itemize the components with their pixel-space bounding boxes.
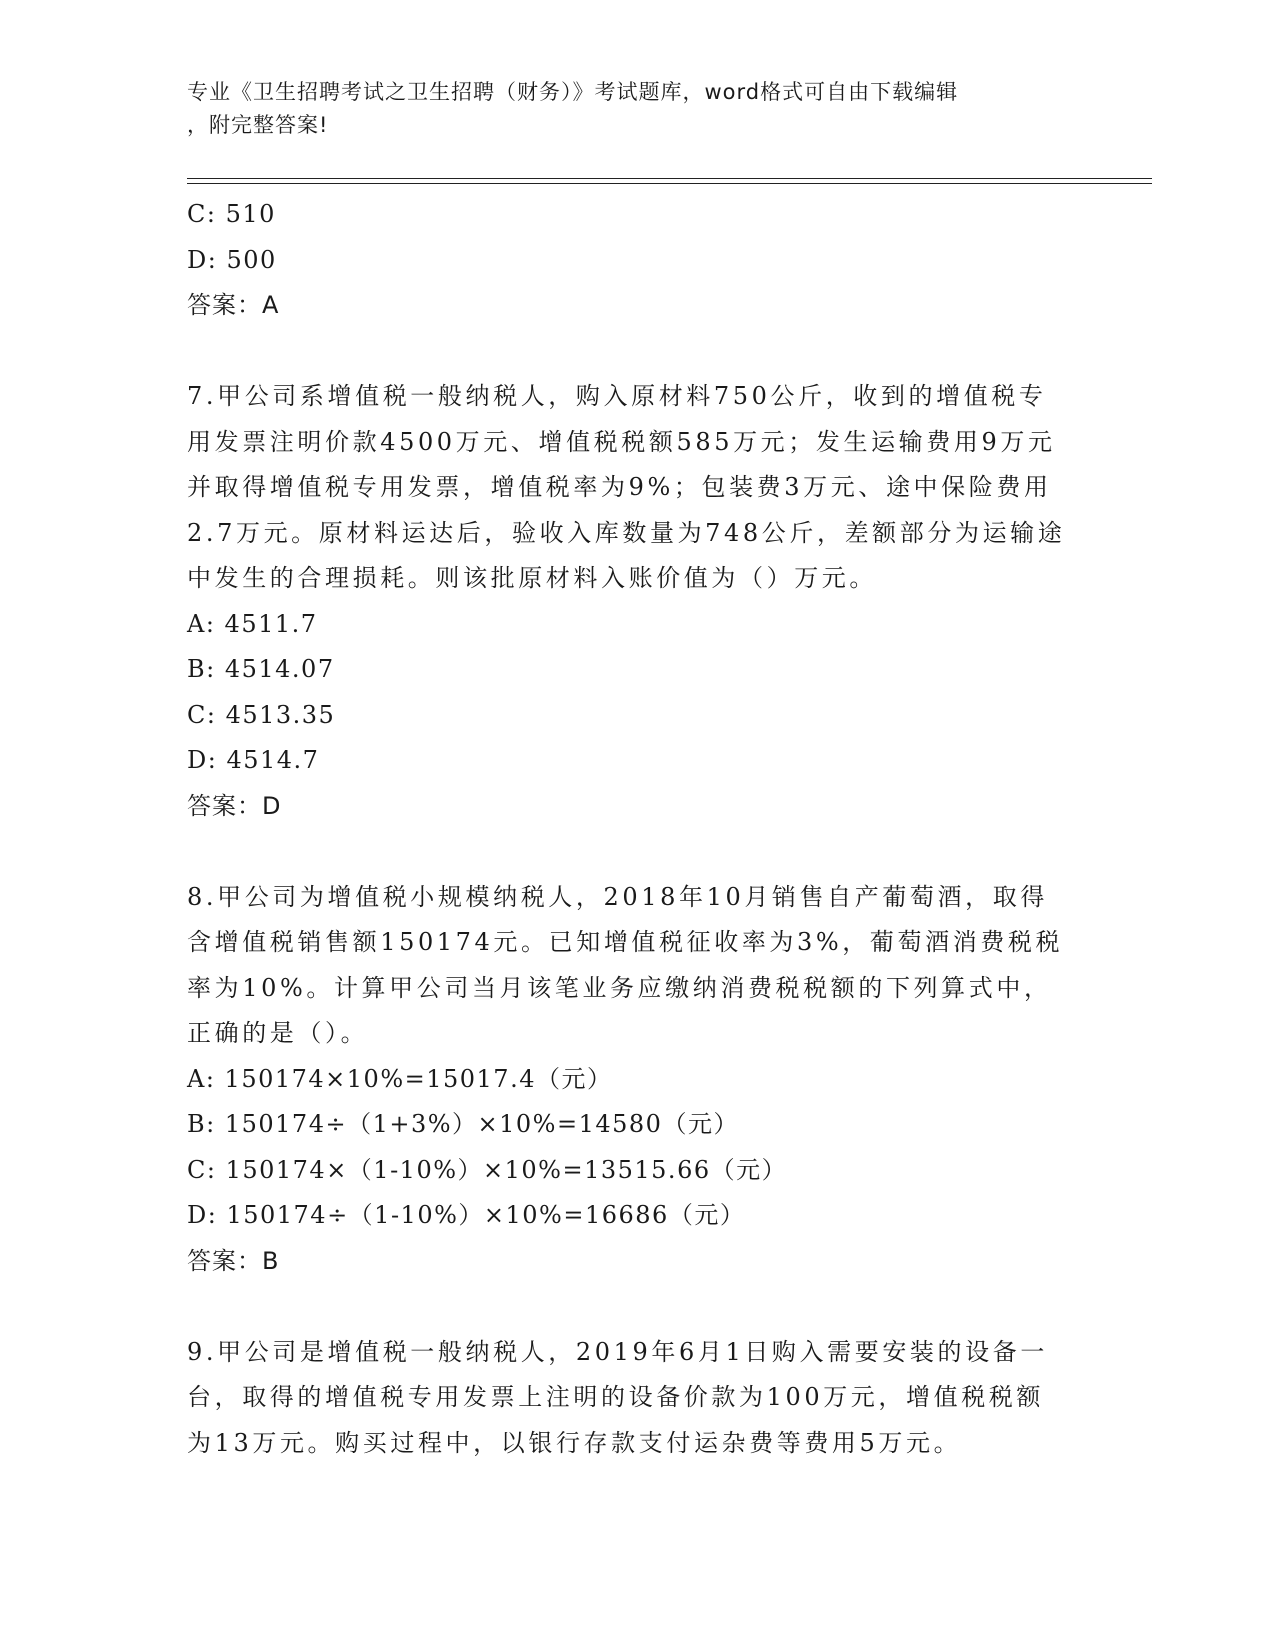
option-d: D: 150174÷（1-10%）×10%=16686（元）	[187, 1201, 746, 1229]
spacer	[187, 329, 1087, 375]
question-text: 7.甲公司系增值税一般纳税人，购入原材料750公斤，收到的增值税专用发票注明价款4500万元、增值税税额585万元；发生运输费用9万元并取得增值税专用发票，增值税率为9%；包装费3万元、途中保险费用2.7万元。原材料运达后，验收入库数量为748公斤，差额部分为运输途中发生的合理损耗。则该批原材料入账价值为（）万元。	[187, 382, 1066, 592]
option-d: D: 500	[187, 245, 277, 274]
answer-label: 答案：D	[187, 791, 282, 820]
spacer	[187, 829, 1087, 875]
option-d: D: 4514.7	[187, 746, 320, 774]
header-line-1: 专业《卫生招聘考试之卫生招聘（财务）》考试题库，word格式可自由下载编辑	[187, 80, 959, 104]
question-8	[187, 875, 1087, 1285]
option-a: A: 150174×10%=15017.4（元）	[187, 1064, 613, 1093]
answer-label: 答案：A	[187, 291, 280, 319]
document-header	[187, 76, 1067, 142]
option-b: B: 4514.07	[187, 655, 335, 683]
header-rule-top	[187, 178, 1152, 179]
option-c: C: 150174×（1-10%）×10%=13515.66（元）	[187, 1155, 788, 1184]
spacer	[187, 1284, 1087, 1330]
option-a: A: 4511.7	[187, 609, 318, 638]
question-6-tail	[187, 192, 1087, 329]
option-c: C: 510	[187, 200, 276, 228]
answer-label: 答案：B	[187, 1246, 280, 1275]
question-9	[187, 1330, 1087, 1467]
question-text: 8.甲公司为增值税小规模纳税人，2018年10月销售自产葡萄酒，取得含增值税销售额150174元。已知增值税征收率为3%，葡萄酒消费税税率为10%。计算甲公司当月该笔业务应缴纳消费税税额的下列算式中，正确的是（）。	[187, 882, 1064, 1047]
question-text: 9.甲公司是增值税一般纳税人，2019年6月1日购入需要安装的设备一台，取得的增值税专用发票上注明的设备价款为100万元，增值税税额为13万元。购买过程中，以银行存款支付运杂费等费用5万元。	[187, 1337, 1048, 1457]
header-rule-bottom	[187, 183, 1152, 184]
document-body	[187, 192, 1087, 1466]
header-line-2: ，附完整答案!	[187, 113, 329, 137]
question-7	[187, 374, 1087, 829]
option-c: C: 4513.35	[187, 700, 336, 729]
option-b: B: 150174÷（1+3%）×10%=14580（元）	[187, 1110, 739, 1138]
